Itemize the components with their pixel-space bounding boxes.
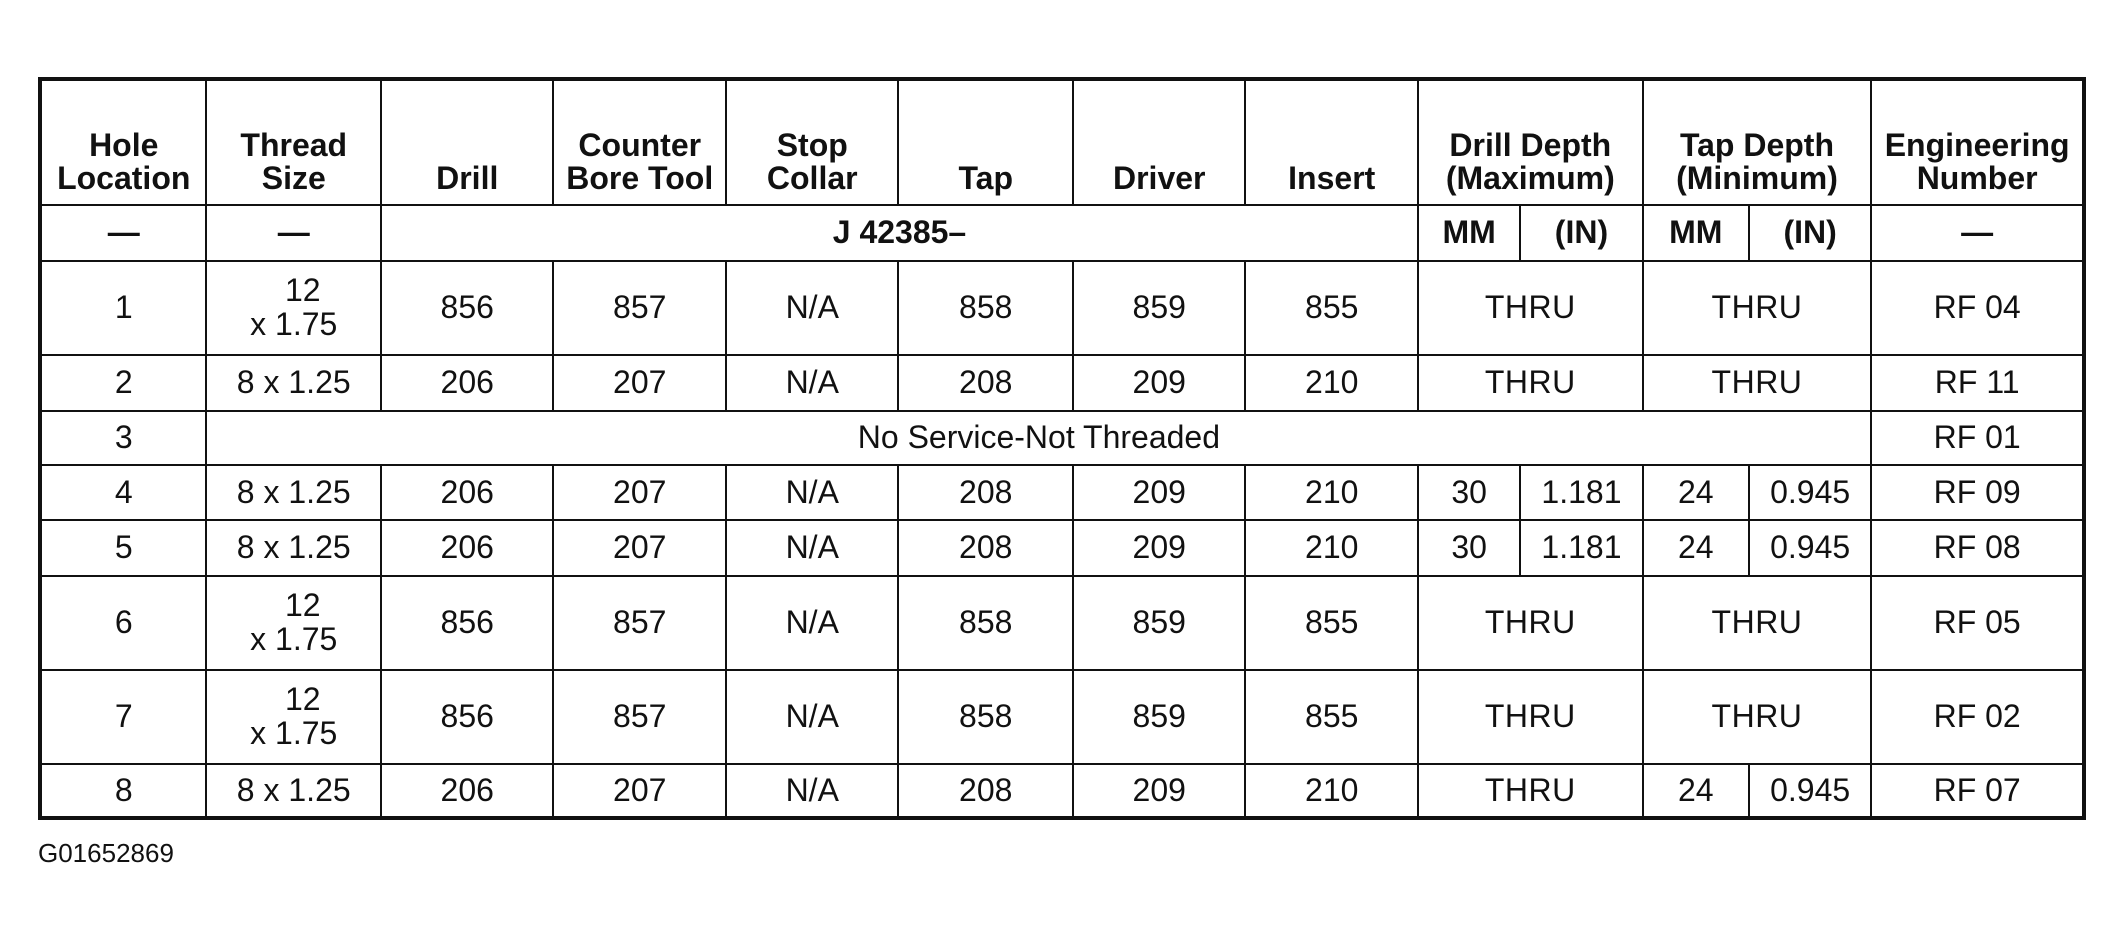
engineering-number-cell: RF 11 [1871,355,2084,411]
thread-size-diameter: 12 [284,681,321,718]
tap-depth-cell: THRU [1643,576,1872,670]
engineering-number-cell: RF 01 [1871,411,2084,465]
table-row [40,576,2084,670]
units-row [40,205,2084,261]
drill-depth-cell: THRU [1418,576,1643,670]
tap-depth-mm-cell: 24 [1643,465,1749,520]
drill-cell: 206 [381,465,554,520]
counter-bore-cell: 207 [553,520,726,576]
units-dash: — [1871,205,2084,261]
tap-depth-in-cell: 0.945 [1749,764,1871,818]
counter-bore-cell: 857 [553,670,726,764]
tap-cell: 208 [898,465,1073,520]
driver-cell: 859 [1073,261,1246,355]
tap-cell: 858 [898,261,1073,355]
engineering-number-cell: RF 02 [1871,670,2084,764]
insert-cell: 210 [1245,465,1418,520]
stop-collar-cell: N/A [726,355,899,411]
header-insert: Insert [1245,79,1418,205]
stop-collar-cell: N/A [726,670,899,764]
counter-bore-cell: 857 [553,261,726,355]
insert-cell: 210 [1245,355,1418,411]
counter-bore-cell: 207 [553,355,726,411]
tap-depth-cell: THRU [1643,670,1872,764]
header-counter-bore-tool: Counter Bore Tool [553,79,726,205]
thread-size-pitch: x 1.75 [250,621,338,657]
engineering-number-cell: RF 09 [1871,465,2084,520]
drill-depth-mm-cell: 30 [1418,465,1520,520]
thread-size-cell: 8 x 1.25 [206,355,381,411]
insert-cell: 855 [1245,576,1418,670]
units-dash: — [40,205,206,261]
header-hole-location: Hole Location [40,79,206,205]
drill-depth-mm-cell: 30 [1418,520,1520,576]
drill-depth-in-cell: 1.181 [1520,520,1642,576]
table-row [40,670,2084,764]
header-drill: Drill [381,79,554,205]
tap-depth-mm-unit: MM [1643,205,1749,261]
driver-cell: 209 [1073,520,1246,576]
engineering-number-cell: RF 08 [1871,520,2084,576]
tap-depth-mm-cell: 24 [1643,520,1749,576]
drill-depth-mm-unit: MM [1418,205,1520,261]
hole-location-cell: 8 [40,764,206,818]
header-row [40,79,2084,205]
thread-size-cell [206,670,381,764]
drill-cell: 856 [381,670,554,764]
header-drill-depth: Drill Depth (Maximum) [1418,79,1643,205]
thread-size-cell [206,261,381,355]
engineering-number-cell: RF 04 [1871,261,2084,355]
driver-cell: 209 [1073,355,1246,411]
insert-cell: 210 [1245,764,1418,818]
stop-collar-cell: N/A [726,576,899,670]
hole-location-cell: 4 [40,465,206,520]
tap-depth-cell: THRU [1643,355,1872,411]
engineering-number-cell: RF 05 [1871,576,2084,670]
thread-size-cell: 8 x 1.25 [206,764,381,818]
drill-depth-cell: THRU [1418,670,1643,764]
tap-depth-in-cell: 0.945 [1749,465,1871,520]
tap-cell: 858 [898,576,1073,670]
driver-cell: 209 [1073,465,1246,520]
tap-cell: 208 [898,764,1073,818]
table-row [40,355,2084,411]
counter-bore-cell: 857 [553,576,726,670]
stop-collar-cell: N/A [726,520,899,576]
tap-depth-mm-cell: 24 [1643,764,1749,818]
stop-collar-cell: N/A [726,764,899,818]
header-engineering-number: Engineering Number [1871,79,2084,205]
thread-size-diameter: 12 [284,272,321,309]
header-tap: Tap [898,79,1073,205]
drill-depth-in-cell: 1.181 [1520,465,1642,520]
thread-size-pitch: x 1.75 [250,306,338,342]
drill-cell: 206 [381,520,554,576]
drill-depth-cell: THRU [1418,261,1643,355]
stop-collar-cell: N/A [726,465,899,520]
hole-location-cell: 2 [40,355,206,411]
tap-depth-in-cell: 0.945 [1749,520,1871,576]
drill-depth-in-unit: (IN) [1520,205,1642,261]
counter-bore-cell: 207 [553,764,726,818]
drill-cell: 856 [381,576,554,670]
hole-location-cell: 6 [40,576,206,670]
driver-cell: 859 [1073,576,1246,670]
drill-cell: 206 [381,764,554,818]
thread-size-diameter: 12 [284,587,321,624]
tool-number-prefix: J 42385– [381,205,1418,261]
hole-location-cell: 1 [40,261,206,355]
header-tap-depth: Tap Depth (Minimum) [1643,79,1872,205]
tap-cell: 858 [898,670,1073,764]
hole-location-cell: 7 [40,670,206,764]
insert-cell: 855 [1245,261,1418,355]
header-driver: Driver [1073,79,1246,205]
no-service-note: No Service-Not Threaded [206,411,1871,465]
engineering-number-cell: RF 07 [1871,764,2084,818]
figure-code: G01652869 [38,838,174,868]
table-row [40,261,2084,355]
drill-depth-cell: THRU [1418,355,1643,411]
drill-cell: 856 [381,261,554,355]
counter-bore-cell: 207 [553,465,726,520]
header-thread-size: Thread Size [206,79,381,205]
table-row [40,764,2084,818]
table-row [40,520,2084,576]
tap-cell: 208 [898,355,1073,411]
table-row [40,411,2084,465]
thread-size-cell: 8 x 1.25 [206,465,381,520]
tap-depth-cell: THRU [1643,261,1872,355]
driver-cell: 209 [1073,764,1246,818]
thread-size-pitch: x 1.75 [250,715,338,751]
tool-spec-table [38,77,2086,820]
tap-cell: 208 [898,520,1073,576]
header-stop-collar: Stop Collar [726,79,899,205]
thread-size-cell: 8 x 1.25 [206,520,381,576]
insert-cell: 855 [1245,670,1418,764]
drill-cell: 206 [381,355,554,411]
tap-depth-in-unit: (IN) [1749,205,1871,261]
thread-size-cell [206,576,381,670]
driver-cell: 859 [1073,670,1246,764]
insert-cell: 210 [1245,520,1418,576]
hole-location-cell: 3 [40,411,206,465]
hole-location-cell: 5 [40,520,206,576]
table-row [40,465,2084,520]
drill-depth-cell: THRU [1418,764,1643,818]
units-dash: — [206,205,381,261]
stop-collar-cell: N/A [726,261,899,355]
